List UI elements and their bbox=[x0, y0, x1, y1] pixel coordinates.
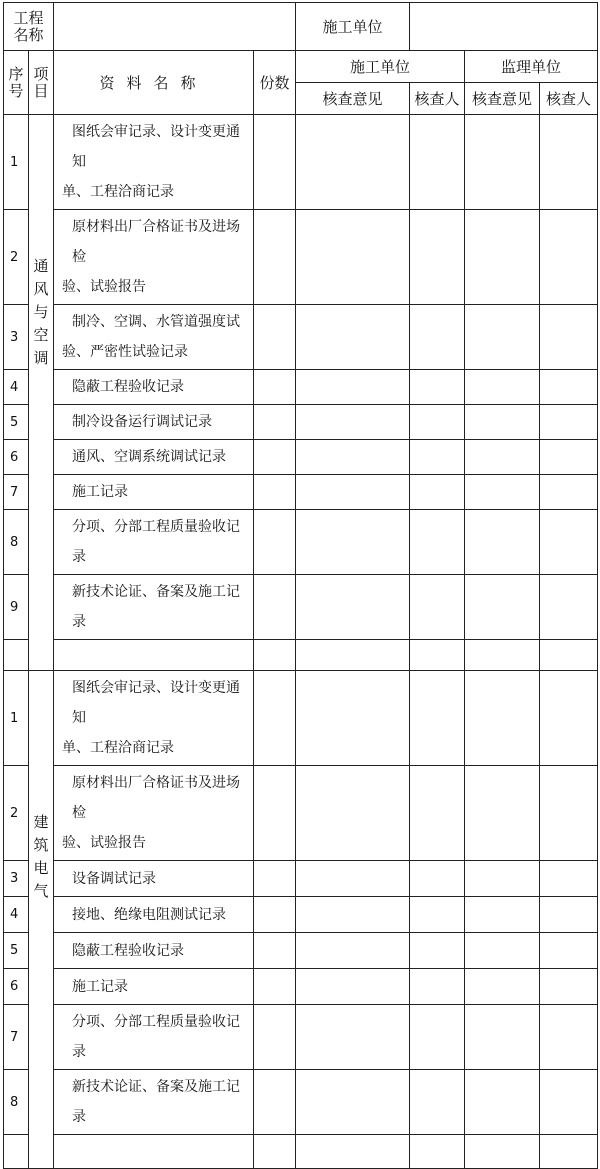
supervision-checker-cell[interactable] bbox=[540, 475, 598, 510]
contractor-label: 施工单位 bbox=[296, 3, 410, 51]
construction-check-opinion-cell[interactable] bbox=[296, 575, 410, 640]
document-name-line-1: 图纸会审记录、设计变更通知 bbox=[72, 680, 241, 726]
supervision-checker-cell[interactable] bbox=[540, 210, 598, 305]
table-row bbox=[4, 575, 598, 640]
copies-header: 份数 bbox=[254, 51, 296, 115]
construction-checker-header: 核查人 bbox=[410, 83, 465, 115]
construction-checker-cell[interactable] bbox=[410, 115, 465, 210]
row-seq-number: 8 bbox=[4, 1070, 29, 1135]
supervision-check-opinion-cell[interactable] bbox=[465, 510, 540, 575]
document-name-cell bbox=[54, 969, 254, 1005]
table-row bbox=[4, 897, 598, 933]
table-row bbox=[4, 305, 598, 370]
document-name-cell bbox=[54, 440, 254, 475]
document-name-line-1: 原材料出厂合格证书及进场检 bbox=[72, 219, 241, 265]
table-row bbox=[4, 766, 598, 861]
construction-check-opinion-cell[interactable] bbox=[296, 115, 410, 210]
document-name-line-1: 通风、空调系统调试记录 bbox=[72, 449, 227, 465]
supervision-check-opinion-cell[interactable] bbox=[465, 1005, 540, 1070]
project-name-value[interactable] bbox=[54, 3, 296, 51]
row-seq-number: 3 bbox=[4, 861, 29, 897]
copies-cell[interactable] bbox=[254, 405, 296, 440]
table-row bbox=[4, 1135, 598, 1169]
supervision-checker-cell[interactable] bbox=[540, 1135, 598, 1169]
construction-check-opinion-cell[interactable] bbox=[296, 1005, 410, 1070]
row-seq-number: 5 bbox=[4, 405, 29, 440]
construction-checker-cell[interactable] bbox=[410, 210, 465, 305]
document-name-header: 资料名称 bbox=[54, 51, 254, 115]
copies-cell[interactable] bbox=[254, 640, 296, 671]
supervision-check-opinion-cell[interactable] bbox=[465, 440, 540, 475]
construction-check-opinion-cell[interactable] bbox=[296, 969, 410, 1005]
row-seq-number: 7 bbox=[4, 1005, 29, 1070]
construction-checker-cell[interactable] bbox=[410, 671, 465, 766]
row-seq-number: 2 bbox=[4, 766, 29, 861]
construction-check-opinion-cell[interactable] bbox=[296, 1135, 410, 1169]
construction-check-opinion-cell[interactable] bbox=[296, 405, 410, 440]
supervision-checker-cell[interactable] bbox=[540, 671, 598, 766]
document-name-cell bbox=[54, 671, 254, 766]
document-name-line-1: 隐蔽工程验收记录 bbox=[72, 379, 185, 395]
document-name-cell bbox=[54, 210, 254, 305]
supervision-checker-cell[interactable] bbox=[540, 640, 598, 671]
table-row bbox=[4, 115, 598, 210]
category-char: 通 bbox=[33, 257, 49, 275]
table-row bbox=[4, 671, 598, 766]
document-name-line-1: 新技术论证、备案及施工记录 bbox=[72, 1079, 241, 1125]
copies-cell[interactable] bbox=[254, 210, 296, 305]
copies-cell[interactable] bbox=[254, 1135, 296, 1169]
construction-check-opinion-cell[interactable] bbox=[296, 671, 410, 766]
construction-checker-cell[interactable] bbox=[410, 510, 465, 575]
category-char: 电 bbox=[33, 859, 49, 877]
table-row bbox=[4, 969, 598, 1005]
table-row bbox=[4, 370, 598, 405]
table-row bbox=[4, 475, 598, 510]
document-name-cell bbox=[54, 115, 254, 210]
construction-unit-header: 施工单位 bbox=[296, 51, 465, 83]
construction-checker-cell[interactable] bbox=[410, 405, 465, 440]
table-row bbox=[4, 510, 598, 575]
document-name-line-1: 分项、分部工程质量验收记录 bbox=[72, 1014, 241, 1060]
supervision-check-opinion-cell[interactable] bbox=[465, 640, 540, 671]
document-name-line-1: 制冷、空调、水管道强度试 bbox=[72, 314, 241, 330]
supervision-checker-cell[interactable] bbox=[540, 440, 598, 475]
document-name-line-1: 图纸会审记录、设计变更通知 bbox=[72, 124, 241, 170]
supervision-check-opinion-cell[interactable] bbox=[465, 305, 540, 370]
document-name-cell bbox=[54, 475, 254, 510]
row-seq-number: 6 bbox=[4, 969, 29, 1005]
construction-check-opinion-cell[interactable] bbox=[296, 933, 410, 969]
row-seq-number bbox=[4, 640, 29, 671]
table-row bbox=[4, 640, 598, 671]
project-label-line-2: 名称 bbox=[13, 25, 44, 44]
item-header bbox=[29, 51, 54, 115]
document-name-cell bbox=[54, 861, 254, 897]
category-char: 气 bbox=[33, 882, 49, 900]
table-row bbox=[4, 210, 598, 305]
seq-header bbox=[4, 51, 29, 115]
copies-cell[interactable] bbox=[254, 440, 296, 475]
copies-cell[interactable] bbox=[254, 969, 296, 1005]
document-name-line-2: 验、严密性试验记录 bbox=[62, 344, 189, 360]
document-name-cell bbox=[54, 897, 254, 933]
document-name-line-2: 验、试验报告 bbox=[62, 279, 147, 295]
construction-check-opinion-cell[interactable] bbox=[296, 897, 410, 933]
supervision-checker-cell[interactable] bbox=[540, 1005, 598, 1070]
construction-check-opinion-cell[interactable] bbox=[296, 510, 410, 575]
column-header-row-1 bbox=[4, 51, 598, 83]
supervision-check-opinion-cell[interactable] bbox=[465, 115, 540, 210]
document-name-line-1: 分项、分部工程质量验收记录 bbox=[72, 519, 241, 565]
document-name-cell bbox=[54, 510, 254, 575]
document-name-cell bbox=[54, 766, 254, 861]
category-char: 与 bbox=[33, 303, 49, 321]
supervision-checker-cell[interactable] bbox=[540, 115, 598, 210]
document-name-cell bbox=[54, 405, 254, 440]
supervision-unit-header: 监理单位 bbox=[465, 51, 598, 83]
document-name-cell bbox=[54, 575, 254, 640]
seq-header-line-1: 序 bbox=[8, 64, 24, 83]
supervision-check-opinion-cell[interactable] bbox=[465, 897, 540, 933]
document-name-line-1: 隐蔽工程验收记录 bbox=[72, 942, 185, 959]
supervision-check-opinion-cell[interactable] bbox=[465, 405, 540, 440]
construction-check-opinion-cell[interactable] bbox=[296, 475, 410, 510]
copies-cell[interactable] bbox=[254, 115, 296, 210]
row-seq-number: 2 bbox=[4, 210, 29, 305]
supervision-checker-cell[interactable] bbox=[540, 575, 598, 640]
supervision-check-opinion-cell[interactable] bbox=[465, 671, 540, 766]
row-seq-number bbox=[4, 1135, 29, 1169]
document-name-cell bbox=[54, 1135, 254, 1169]
construction-check-opinion-cell[interactable] bbox=[296, 861, 410, 897]
supervision-check-opinion-header: 核查意见 bbox=[465, 83, 540, 115]
table-row bbox=[4, 405, 598, 440]
document-name-line-1: 制冷设备运行调试记录 bbox=[72, 414, 213, 430]
document-name-line-2: 验、试验报告 bbox=[62, 835, 147, 851]
document-name-cell bbox=[54, 933, 254, 969]
construction-check-opinion-cell[interactable] bbox=[296, 440, 410, 475]
supervision-checker-cell[interactable] bbox=[540, 969, 598, 1005]
row-seq-number: 4 bbox=[4, 370, 29, 405]
row-seq-number: 4 bbox=[4, 897, 29, 933]
document-name-line-2: 单、工程洽商记录 bbox=[62, 740, 175, 756]
construction-checker-cell[interactable] bbox=[410, 370, 465, 405]
document-name-line-1: 施工记录 bbox=[72, 484, 129, 500]
construction-checker-cell[interactable] bbox=[410, 305, 465, 370]
row-seq-number: 1 bbox=[4, 671, 29, 766]
table-row bbox=[4, 440, 598, 475]
category-char: 空 bbox=[33, 326, 49, 344]
supervision-checker-cell[interactable] bbox=[540, 1070, 598, 1135]
category-char: 风 bbox=[33, 280, 49, 298]
copies-cell[interactable] bbox=[254, 671, 296, 766]
copies-cell[interactable] bbox=[254, 510, 296, 575]
construction-check-opinion-cell[interactable] bbox=[296, 370, 410, 405]
supervision-check-opinion-cell[interactable] bbox=[465, 575, 540, 640]
supervision-check-opinion-cell[interactable] bbox=[465, 766, 540, 861]
construction-checker-cell[interactable] bbox=[410, 1135, 465, 1169]
document-name-cell bbox=[54, 640, 254, 671]
document-name-cell bbox=[54, 370, 254, 405]
construction-check-opinion-cell[interactable] bbox=[296, 210, 410, 305]
category-cell bbox=[29, 671, 54, 1169]
document-name-cell bbox=[54, 1005, 254, 1070]
copies-cell[interactable] bbox=[254, 1070, 296, 1135]
supervision-checker-cell[interactable] bbox=[540, 305, 598, 370]
copies-cell[interactable] bbox=[254, 575, 296, 640]
table-row bbox=[4, 933, 598, 969]
copies-cell[interactable] bbox=[254, 475, 296, 510]
copies-cell[interactable] bbox=[254, 370, 296, 405]
document-name-cell bbox=[54, 1070, 254, 1135]
construction-checker-cell[interactable] bbox=[410, 969, 465, 1005]
supervision-checker-cell[interactable] bbox=[540, 510, 598, 575]
construction-check-opinion-cell[interactable] bbox=[296, 766, 410, 861]
supervision-check-opinion-cell[interactable] bbox=[465, 969, 540, 1005]
supervision-check-opinion-cell[interactable] bbox=[465, 861, 540, 897]
row-seq-number: 7 bbox=[4, 475, 29, 510]
construction-checker-cell[interactable] bbox=[410, 861, 465, 897]
copies-cell[interactable] bbox=[254, 933, 296, 969]
document-name-line-1: 新技术论证、备案及施工记录 bbox=[72, 584, 241, 630]
contractor-value[interactable] bbox=[410, 3, 598, 51]
supervision-checker-cell[interactable] bbox=[540, 897, 598, 933]
row-seq-number: 6 bbox=[4, 440, 29, 475]
supervision-checker-cell[interactable] bbox=[540, 861, 598, 897]
construction-checker-cell[interactable] bbox=[410, 640, 465, 671]
document-name-line-1: 接地、绝缘电阻测试记录 bbox=[72, 906, 227, 923]
document-name-line-1: 设备调试记录 bbox=[72, 870, 157, 887]
supervision-checker-cell[interactable] bbox=[540, 405, 598, 440]
construction-checker-cell[interactable] bbox=[410, 933, 465, 969]
row-seq-number: 1 bbox=[4, 115, 29, 210]
copies-cell[interactable] bbox=[254, 305, 296, 370]
construction-checker-cell[interactable] bbox=[410, 475, 465, 510]
construction-check-opinion-cell[interactable] bbox=[296, 1070, 410, 1135]
copies-cell[interactable] bbox=[254, 897, 296, 933]
project-header-row bbox=[4, 3, 598, 51]
row-seq-number: 9 bbox=[4, 575, 29, 640]
construction-check-opinion-cell[interactable] bbox=[296, 305, 410, 370]
table-row bbox=[4, 861, 598, 897]
document-name-line-1: 施工记录 bbox=[72, 978, 129, 995]
table-row bbox=[4, 1070, 598, 1135]
project-name-label-cell bbox=[4, 3, 54, 51]
document-name-line-1: 原材料出厂合格证书及进场检 bbox=[72, 775, 241, 821]
project-label-line-1: 工程 bbox=[13, 8, 44, 27]
category-char: 筑 bbox=[33, 836, 49, 854]
construction-checker-cell[interactable] bbox=[410, 766, 465, 861]
copies-cell[interactable] bbox=[254, 861, 296, 897]
row-seq-number: 3 bbox=[4, 305, 29, 370]
category-char: 建 bbox=[33, 813, 49, 831]
category-cell bbox=[29, 115, 54, 671]
construction-checker-cell[interactable] bbox=[410, 575, 465, 640]
construction-checker-cell[interactable] bbox=[410, 897, 465, 933]
row-seq-number: 5 bbox=[4, 933, 29, 969]
supervision-checker-header: 核查人 bbox=[540, 83, 598, 115]
construction-checker-cell[interactable] bbox=[410, 1005, 465, 1070]
supervision-check-opinion-cell[interactable] bbox=[465, 933, 540, 969]
item-header-line-1: 项 bbox=[33, 64, 49, 83]
supervision-checker-cell[interactable] bbox=[540, 766, 598, 861]
supervision-check-opinion-cell[interactable] bbox=[465, 475, 540, 510]
seq-header-line-2: 号 bbox=[8, 81, 24, 100]
document-name-line-2: 单、工程洽商记录 bbox=[62, 184, 175, 200]
table-row bbox=[4, 1005, 598, 1070]
copies-cell[interactable] bbox=[254, 766, 296, 861]
row-seq-number: 8 bbox=[4, 510, 29, 575]
construction-checker-cell[interactable] bbox=[410, 440, 465, 475]
document-name-cell bbox=[54, 305, 254, 370]
supervision-check-opinion-cell[interactable] bbox=[465, 1135, 540, 1169]
construction-check-opinion-cell[interactable] bbox=[296, 640, 410, 671]
construction-checker-cell[interactable] bbox=[410, 1070, 465, 1135]
construction-check-opinion-header: 核查意见 bbox=[296, 83, 410, 115]
inspection-form-table bbox=[3, 2, 598, 1169]
supervision-checker-cell[interactable] bbox=[540, 370, 598, 405]
item-header-line-2: 目 bbox=[33, 81, 49, 100]
category-char: 调 bbox=[33, 349, 49, 367]
supervision-checker-cell[interactable] bbox=[540, 933, 598, 969]
supervision-check-opinion-cell[interactable] bbox=[465, 1070, 540, 1135]
supervision-check-opinion-cell[interactable] bbox=[465, 210, 540, 305]
supervision-check-opinion-cell[interactable] bbox=[465, 370, 540, 405]
copies-cell[interactable] bbox=[254, 1005, 296, 1070]
